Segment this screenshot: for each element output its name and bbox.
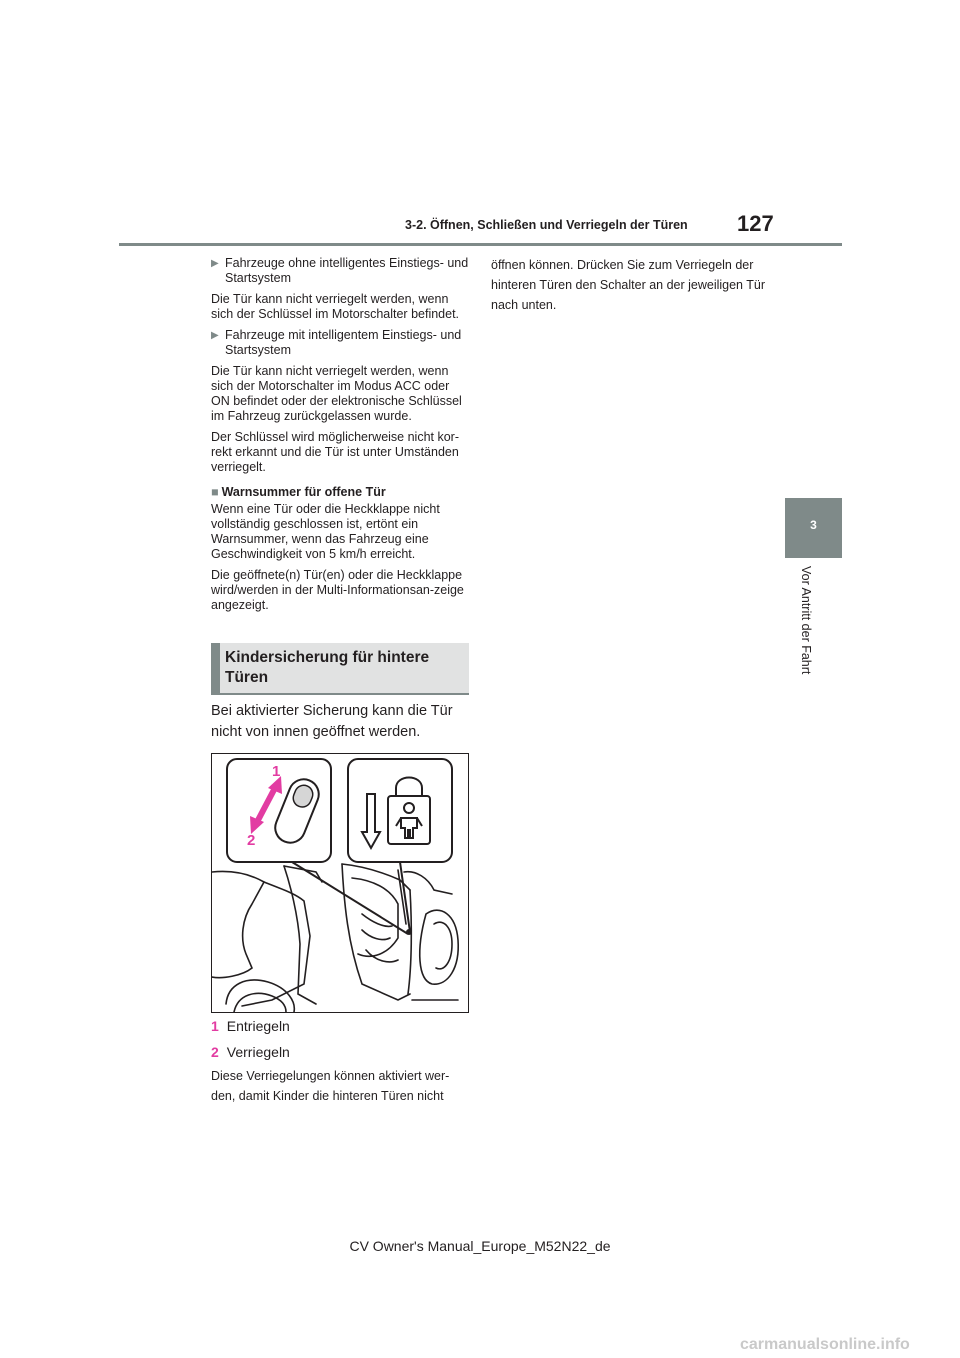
- callout-label-1: 1: [272, 763, 281, 780]
- chapter-tab: [785, 498, 842, 558]
- lock-callout-box: [348, 759, 452, 862]
- square-bullet-icon: ■: [211, 485, 219, 499]
- triangle-bullet-icon: ▶: [211, 330, 219, 341]
- chapter-label: Vor Antritt der Fahrt: [799, 566, 813, 675]
- header-rule: [119, 243, 842, 246]
- child-lock-illustration: [211, 753, 469, 1013]
- right-column-text: öffnen können. Drücken Sie zum Verriegeln der hinteren Türen den Schalter an der jeweiligen Tür nach unten.: [491, 258, 766, 312]
- bullet-text: Fahrzeuge ohne intelligentes Einstiegs- und Startsystem: [225, 256, 469, 285]
- left-column: [211, 256, 469, 619]
- paragraph: Die Tür kann nicht verriegelt werden, wenn sich der Schlüssel im Motorschalter befindet.: [211, 292, 460, 321]
- triangle-bullet-icon: ▶: [211, 258, 219, 269]
- section-heading-box: [211, 643, 469, 695]
- chapter-number: 3: [810, 518, 817, 532]
- legend-text: Verriegeln: [226, 1044, 290, 1060]
- legend-number: 2: [211, 1044, 219, 1060]
- car-rear-door-sketch: [212, 864, 458, 1012]
- legend-item-1: [211, 1018, 471, 1034]
- page-number: 127: [737, 211, 774, 236]
- note-text: Diese Verriegelungen können aktiviert wer-den, damit Kinder die hinteren Türen nicht: [211, 1069, 450, 1103]
- paragraph: Der Schlüssel wird möglicherweise nicht kor-rekt erkannt und die Tür ist unter Umständen verriegelt.: [211, 430, 459, 474]
- heading-accent-bar: [211, 643, 220, 693]
- legend-item-2: [211, 1044, 471, 1060]
- paragraph: Die Tür kann nicht verriegelt werden, wenn sich der Motorschalter im Modus ACC oder ON befindet oder der elektronische Schlüssel im Fahrzeug zurückgelassen wurde.: [211, 364, 462, 423]
- section-intro: Bei aktivierter Sicherung kann die Tür nicht von innen geöffnet werden.: [211, 703, 453, 740]
- bullet-text: Fahrzeuge mit intelligentem Einstiegs- und Startsystem: [225, 328, 462, 357]
- section-title: 3-2. Öffnen, Schließen und Verriegeln der Türen: [405, 218, 688, 232]
- switch-location-dot: [406, 929, 412, 935]
- section-heading: Kindersicherung für hintere Türen: [225, 649, 430, 686]
- child-lock-diagram: [212, 754, 468, 1012]
- bullet-item: [211, 256, 469, 286]
- paragraph: Die geöffnete(n) Tür(en) oder die Heckklappe wird/werden in der Multi-Informationsan-zeige angezeigt.: [211, 568, 464, 612]
- watermark: carmanualsonline.info: [740, 1336, 910, 1353]
- paragraph: Wenn eine Tür oder die Heckklappe nicht vollständig geschlossen ist, ertönt ein Warnsummer, wenn das Fahrzeug eine Geschwindigkeit von 5 km/h erreicht.: [211, 502, 440, 561]
- legend-number: 1: [211, 1018, 219, 1034]
- callout-line: [292, 862, 408, 934]
- bullet-item: [211, 328, 469, 358]
- subheading: [211, 485, 469, 500]
- legend-text: Entriegeln: [226, 1018, 290, 1034]
- footer-document-id: CV Owner's Manual_Europe_M52N22_de: [349, 1238, 611, 1254]
- callout-label-2: 2: [247, 832, 256, 849]
- subheading-text: Warnsummer für offene Tür: [221, 485, 386, 499]
